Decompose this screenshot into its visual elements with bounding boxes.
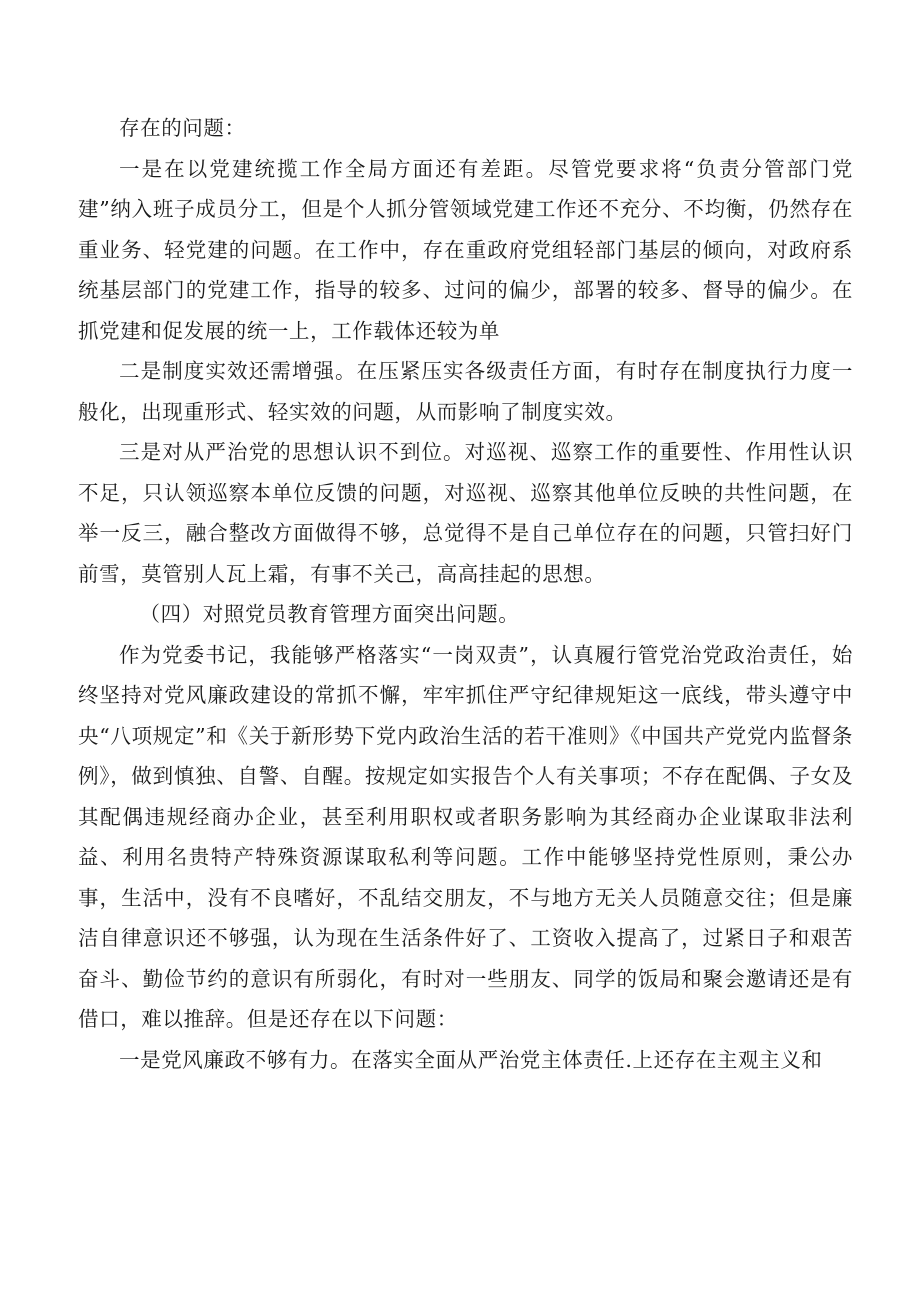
section-heading-four: （四）对照党员教育管理方面突出问题。 — [139, 602, 520, 626]
paragraph-problem-three: 三是对从严治党的思想认识不到位。对巡视、巡察工作的重要性、作用性认识不足，只认领巡察本单位反馈的问题，对巡视、巡察其他单位反映的共性问题，在举一反三，融合整改方面做得不够，总觉得不是自己单位存在的问题，只管扫好门前雪，莫管别人瓦上霜，有事不关己，高高挂起的思想。 — [78, 440, 853, 586]
paragraph-party-secretary: 作为党委书记，我能够严格落实“一岗双责”，认真履行管党治党政治责任，始终坚持对党风廉政建设的常抓不懈，牢牢抓住严守纪律规矩这一底线，带头遵守中央“八项规定”和《关于新形势下党内政治生活的若干准则》《中国共产党党内监督条例》，做到慎独、自警、自醒。按规定如实报告个人有关事项；不存在配偶、子女及其配偶违规经商办企业，甚至利用职权或者职务影响为其经商办企业谋取非法利益、利用名贵特产特殊资源谋取私利等问题。工作中能够坚持党性原则，秉公办事，生活中，没有不良嗜好，不乱结交朋友，不与地方无关人员随意交往；但是廉洁自律意识还不够强，认为现在生活条件好了、工资收入提高了，过紧日子和艰苦奋斗、勤俭节约的意识有所弱化，有时对一些朋友、同学的饭局和聚会邀请还是有借口，难以推辞。但是还存在以下问题： — [78, 642, 853, 1031]
paragraph-integrity-problem-one: 一是党风廉政不够有力。在落实全面从严治党主体责任.上还存在主观主义和 — [119, 1047, 823, 1072]
document-body — [78, 108, 853, 1080]
paragraph-problem-two: 二是制度实效还需增强。在压紧压实各级责任方面，有时存在制度执行力度一般化，出现重形式、轻实效的问题，从而影响了制度实效。 — [78, 359, 853, 424]
paragraph-problem-one: 一是在以党建统揽工作全局方面还有差距。尽管党要求将“负责分管部门党建”纳入班子成员分工，但是个人抓分管领域党建工作还不充分、不均衡，仍然存在重业务、轻党建的问题。在工作中，存在重政府党组轻部门基层的倾向，对政府系统基层部门的党建工作，指导的较多、过问的偏少，部署的较多、督导的偏少。在抓党建和促发展的统一上，工作载体还较为单 — [78, 156, 853, 343]
paragraph-existing-problems-heading: 存在的问题： — [119, 116, 246, 140]
